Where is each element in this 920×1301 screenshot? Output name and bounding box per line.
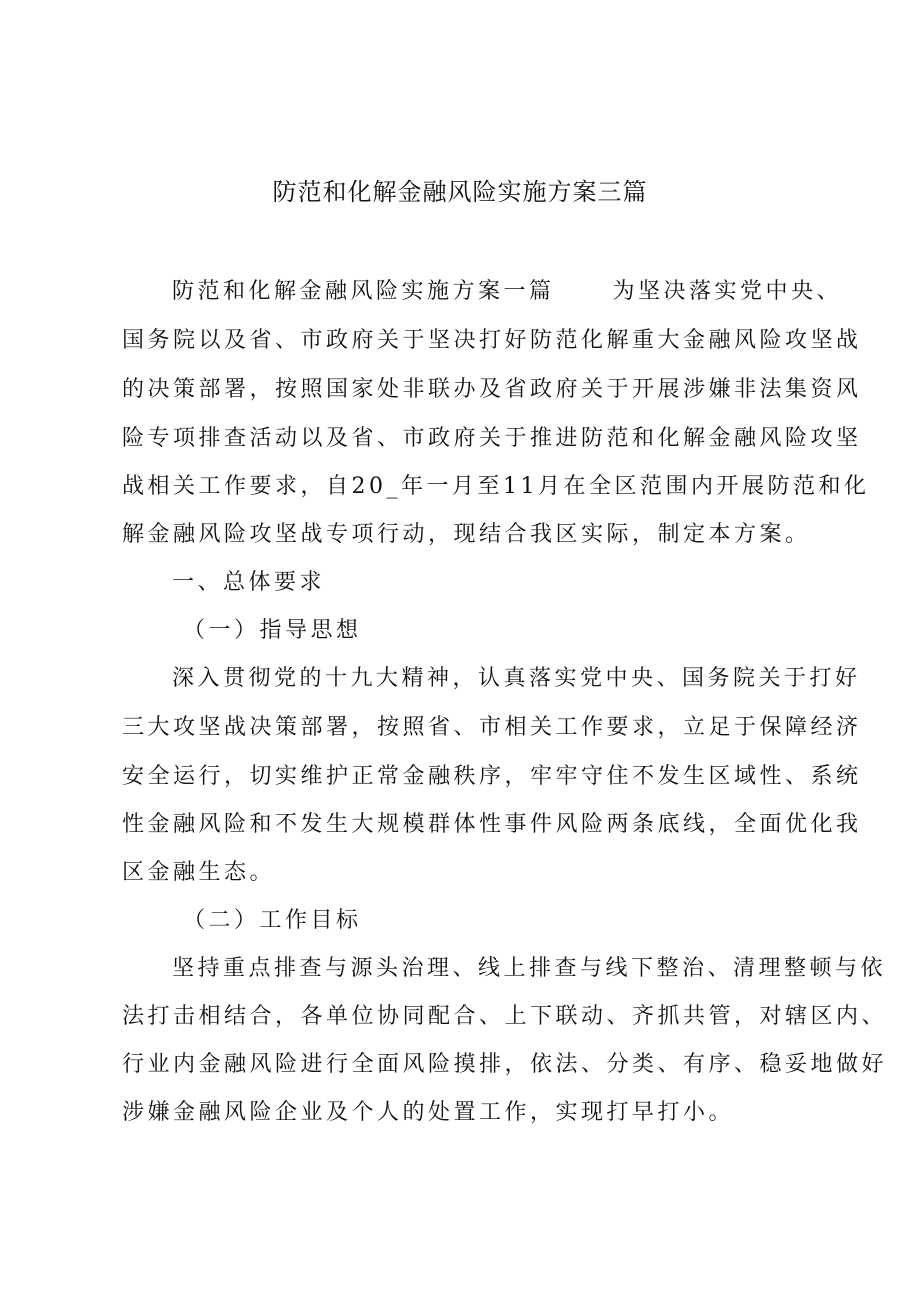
sub2-line-3: 行业内金融风险进行全面风险摸排，依法、分类、有序、稳妥地做好 (122, 1052, 888, 1077)
subsection-1-heading: （一）指导思想 (183, 618, 362, 643)
intro-line-5: 战相关工作要求，自20_年一月至11月在全区范围内开展防范和化 (122, 474, 870, 499)
sub1-line-1: 深入贯彻党的十九大精神，认真落实党中央、国务院关于打好 (172, 666, 861, 691)
intro-heading: 防范和化解金融风险实施方案一篇 (172, 279, 555, 304)
intro-line-1 (172, 272, 842, 312)
subsection-2-heading: （二）工作目标 (183, 908, 362, 933)
intro-line-3: 的决策部署，按照国家处非联办及省政府关于开展涉嫌非法集资风 (122, 377, 862, 402)
sub2-line-4: 涉嫌金融风险企业及个人的处置工作，实现打早打小。 (122, 1100, 735, 1125)
sub1-line-4: 性金融风险和不发生大规模群体性事件风险两条底线，全面优化我 (122, 812, 862, 837)
intro-line-2: 国务院以及省、市政府关于坚决打好防范化解重大金融风险攻坚战 (122, 328, 862, 353)
intro-line-1-text: 为坚决落实党中央、 (612, 279, 843, 304)
document-title: 防范和化解金融风险实施方案三篇 (272, 178, 648, 206)
sub2-line-2: 法打击相结合，各单位协同配合、上下联动、齐抓共管，对辖区内、 (122, 1004, 888, 1029)
intro-line-4: 险专项排查活动以及省、市政府关于推进防范和化解金融风险攻坚 (122, 426, 862, 451)
intro-line-6: 解金融风险攻坚战专项行动，现结合我区实际，制定本方案。 (122, 522, 811, 547)
sub1-line-2: 三大攻坚战决策部署，按照省、市相关工作要求，立足于保障经济 (122, 715, 862, 740)
section-1-heading: 一、总体要求 (172, 570, 326, 595)
sub1-line-5: 区金融生态。 (122, 860, 276, 885)
sub2-line-1: 坚持重点排查与源头治理、线上排查与线下整治、清理整顿与依 (172, 956, 887, 981)
sub1-line-3: 安全运行，切实维护正常金融秩序，牢牢守住不发生区域性、系统 (122, 764, 862, 789)
